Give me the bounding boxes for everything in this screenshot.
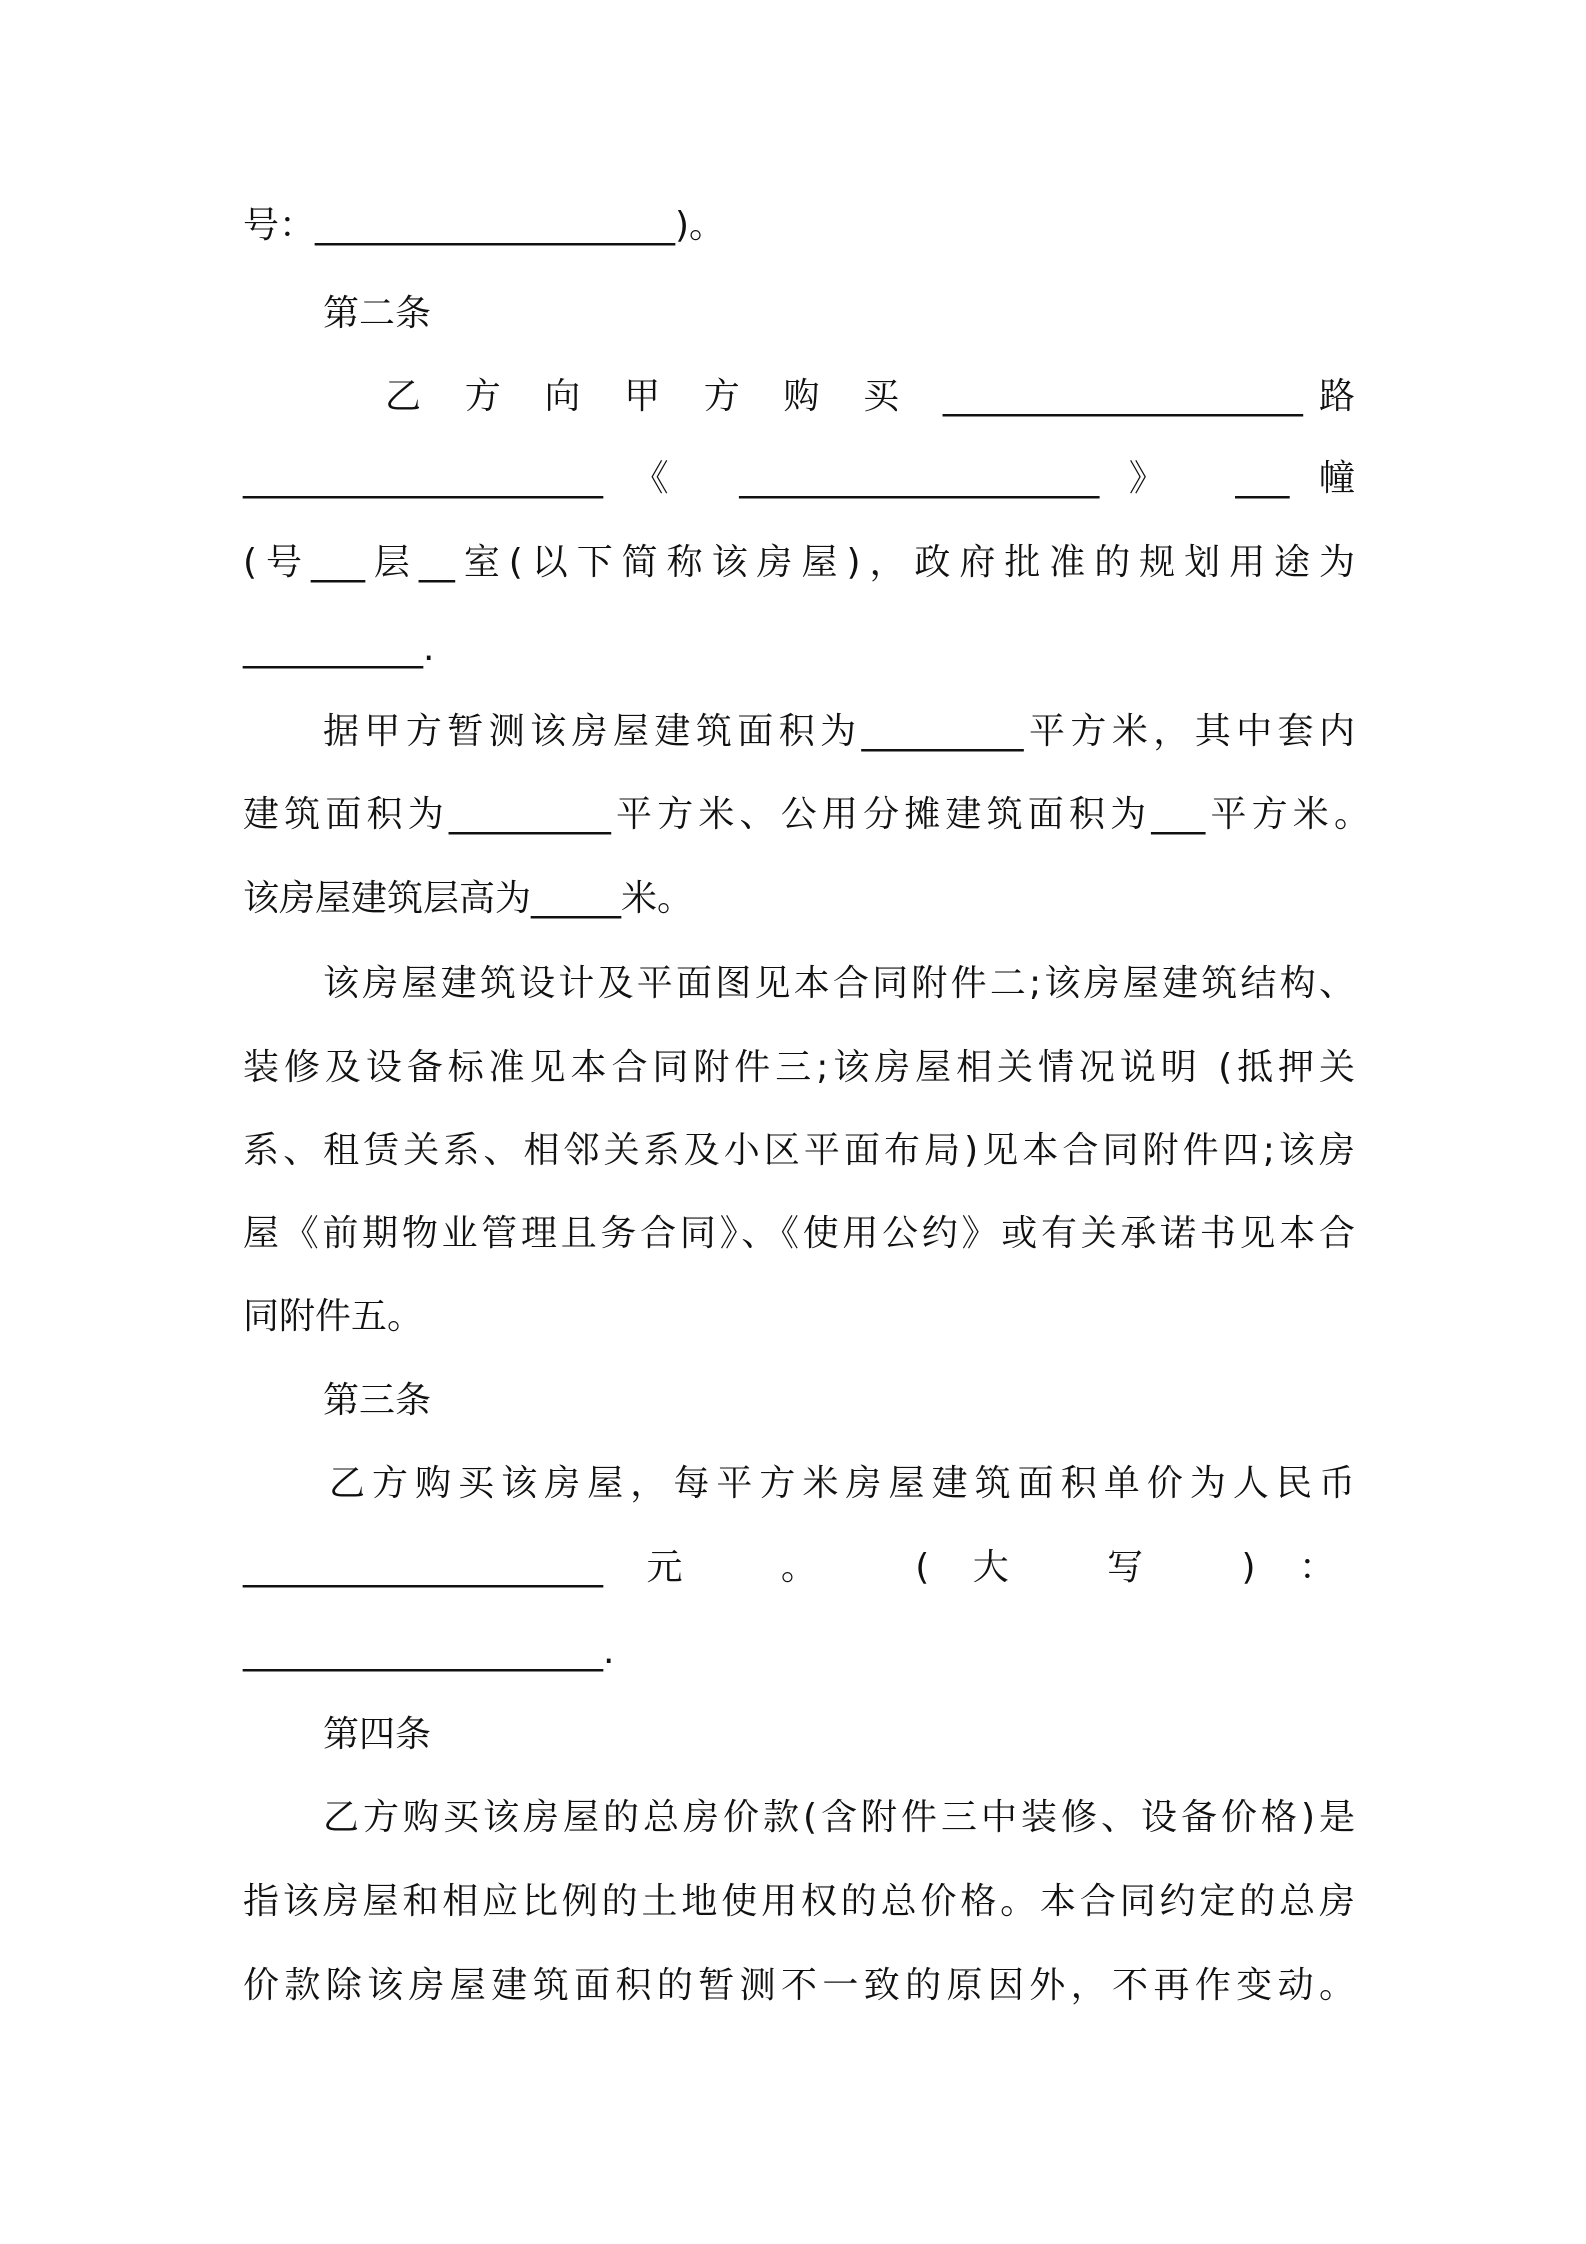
area-paragraph-line-2: 建筑面积为_________平方米、公用分摊建筑面积为___平方米。 [243, 794, 1370, 835]
attachments-paragraph-line-3: 系、租赁关系、相邻关系及小区平面布局)见本合同附件四;该房 [243, 1130, 1355, 1171]
attachments-paragraph-line-4: 屋《前期物业管理且务合同》、《使用公约》或有关承诺书见本合 [243, 1213, 1355, 1254]
article-2-heading: 第二条 [323, 293, 432, 334]
attachments-paragraph-line-5: 同附件五。 [243, 1296, 424, 1337]
article-4-line-2: 指该房屋和相应比例的土地使用权的总价格。本合同约定的总房 [243, 1881, 1355, 1922]
line-number-blank: 号：____________________)。 [243, 205, 726, 246]
article-2-line-2: ____________________《 ____________________》 ___幢 [243, 458, 1355, 499]
article-2-line-4: __________. [243, 628, 435, 669]
article-3-heading: 第三条 [323, 1380, 432, 1421]
article-3-line-2: ____________________元 。 (大 写 )： [243, 1547, 1335, 1588]
article-4-line-1: 乙方购买该房屋的总房价款(含附件三中装修、设备价格)是 [323, 1797, 1355, 1838]
article-3-line-3: ____________________. [243, 1631, 615, 1672]
article-2-line-3: (号___层__室(以下简称该房屋)，政府批准的规划用途为 [243, 542, 1355, 583]
area-paragraph-line-1: 据甲方暂测该房屋建筑面积为_________平方米，其中套内 [323, 711, 1355, 752]
article-4-heading: 第四条 [323, 1714, 432, 1755]
attachments-paragraph-line-2: 装修及设备标准见本合同附件三;该房屋相关情况说明 (抵押关 [243, 1047, 1355, 1088]
article-2-line-1: 乙 方 向 甲 方 购 买 ____________________路 [385, 376, 1355, 417]
attachments-paragraph-line-1: 该房屋建筑设计及平面图见本合同附件二;该房屋建筑结构、 [323, 963, 1355, 1004]
area-paragraph-line-3: 该房屋建筑层高为_____米。 [243, 878, 694, 919]
article-3-line-1: 乙方购买该房屋，每平方米房屋建筑面积单价为人民币 [329, 1463, 1355, 1504]
article-4-line-3: 价款除该房屋建筑面积的暂测不一致的原因外，不再作变动。 [243, 1965, 1355, 2006]
